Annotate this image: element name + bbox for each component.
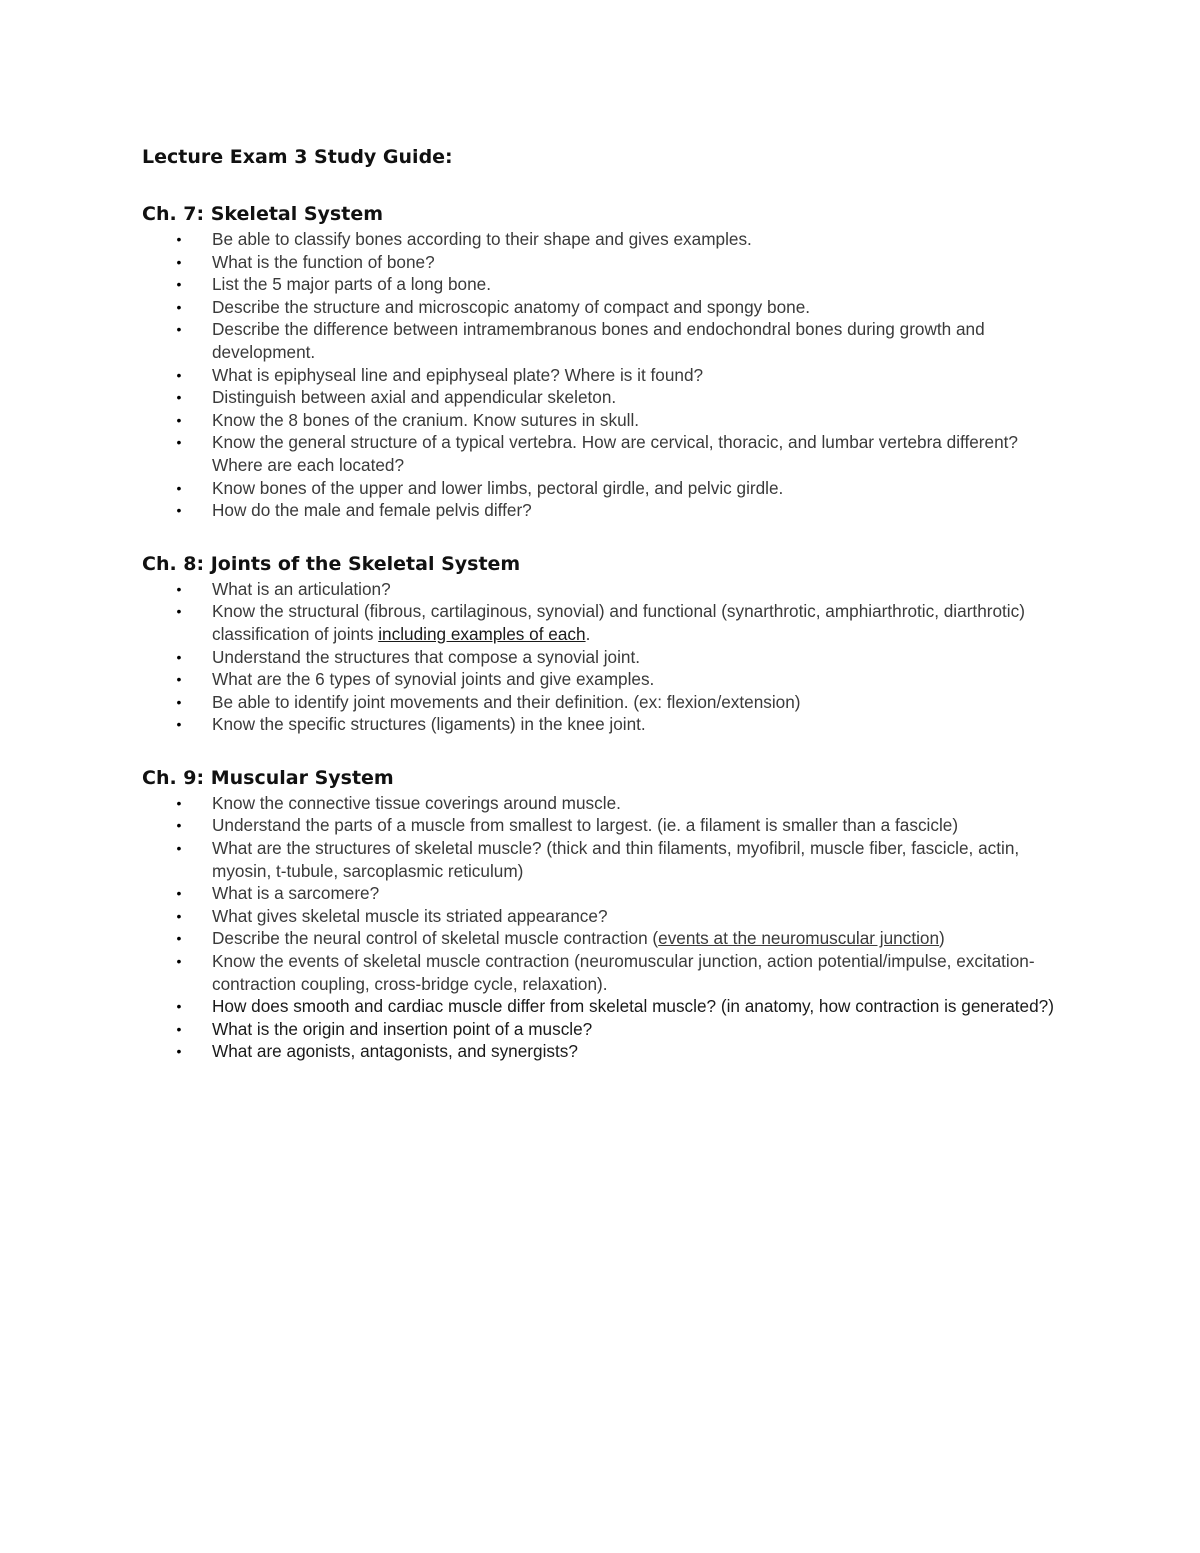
list-item — [142, 905, 1072, 928]
bullet-icon: • — [176, 580, 182, 597]
list-item — [142, 364, 1072, 387]
list-item — [142, 578, 1072, 601]
list-item — [142, 837, 1072, 882]
list-item — [142, 228, 1072, 251]
bullet-icon: • — [176, 953, 182, 970]
list-item-text: Understand the structures that compose a synovial joint. — [212, 646, 641, 667]
section-heading: Ch. 9: Muscular System — [142, 766, 394, 789]
list-item-text: Know the specific structures (ligaments) in the knee joint. — [212, 714, 646, 735]
list-item-text: How do the male and female pelvis differ? — [212, 500, 532, 521]
bullet-icon: • — [176, 716, 182, 733]
list-item — [142, 1018, 1072, 1041]
list-item — [142, 691, 1072, 714]
list-item — [142, 1040, 1072, 1063]
underlined-text: including examples of each — [378, 623, 586, 644]
section-joints — [142, 550, 1072, 736]
bullet-icon: • — [176, 1020, 182, 1037]
list-item — [142, 792, 1072, 815]
list-item-text: Be able to identify joint movements and their definition. (ex: flexion/extension) — [212, 691, 801, 712]
list-item — [142, 713, 1072, 736]
list-item — [142, 296, 1072, 319]
list-item — [142, 814, 1072, 837]
study-guide-page — [142, 143, 1072, 1063]
list-item-text: Describe the difference between intramembranous bones and endochondral bones during growth and development. — [212, 319, 985, 362]
bullet-icon: • — [176, 671, 182, 688]
bullet-icon: • — [176, 840, 182, 857]
list-item-text: How does smooth and cardiac muscle differ from skeletal muscle? (in anatomy, how contraction is generated?) — [212, 996, 1054, 1017]
list-item — [142, 668, 1072, 691]
list-item — [142, 477, 1072, 500]
list-item — [142, 950, 1072, 995]
bullet-icon: • — [176, 907, 182, 924]
list-item — [142, 251, 1072, 274]
document-title: Lecture Exam 3 Study Guide: — [142, 146, 453, 168]
bullet-icon: • — [176, 434, 182, 451]
bullet-icon: • — [176, 885, 182, 902]
list-item — [142, 431, 1072, 476]
list-item — [142, 409, 1072, 432]
list-item-text: Be able to classify bones according to their shape and gives examples. — [212, 229, 752, 249]
list-item-text: Know the structural (fibrous, cartilaginous, synovial) and functional (synarthrotic, amphiarthrotic, diarthrotic) classification of joints — [212, 601, 1025, 644]
bullet-list — [142, 792, 1072, 1063]
bullet-icon: • — [176, 366, 182, 383]
list-item-text: Understand the parts of a muscle from smallest to largest. (ie. a filament is smaller than a fascicle) — [212, 815, 959, 836]
list-item-text: Describe the structure and microscopic anatomy of compact and spongy bone. — [212, 296, 811, 317]
bullet-list — [142, 228, 1072, 522]
bullet-icon: • — [176, 411, 182, 428]
bullet-list — [142, 578, 1072, 736]
bullet-icon: • — [176, 502, 182, 519]
section-heading: Ch. 7: Skeletal System — [142, 203, 384, 225]
list-item — [142, 995, 1072, 1018]
bullet-icon: • — [176, 479, 182, 496]
list-item — [142, 600, 1072, 645]
list-item-text: What is an articulation? — [212, 578, 391, 599]
bullet-icon: • — [176, 231, 182, 247]
bullet-icon: • — [176, 648, 182, 665]
list-item-text: What is the function of bone? — [212, 251, 435, 272]
bullet-icon: • — [176, 253, 182, 270]
list-item-text: What are the 6 types of synovial joints and give examples. — [212, 669, 655, 690]
list-item-text: ) — [939, 928, 945, 949]
list-item-text: List the 5 major parts of a long bone. — [212, 274, 491, 295]
list-item-text: Know the connective tissue coverings around muscle. — [212, 792, 621, 813]
list-item-text: Know the events of skeletal muscle contraction (neuromuscular junction, action potential/impulse, excitation-contraction coupling, cross-bridge cycle, relaxation). — [212, 951, 1035, 994]
list-item — [142, 646, 1072, 669]
list-item-text: What is a sarcomere? — [212, 883, 380, 904]
list-item-text: What gives skeletal muscle its striated appearance? — [212, 905, 608, 926]
bullet-icon: • — [176, 794, 182, 811]
list-item — [142, 882, 1072, 905]
bullet-icon: • — [176, 276, 182, 293]
section-muscular-system — [142, 764, 1072, 1063]
list-item-text: Know the general structure of a typical vertebra. How are cervical, thoracic, and lumbar vertebra different? Where are each located? — [212, 432, 1018, 475]
list-item-text: What is the origin and insertion point of a muscle? — [212, 1018, 593, 1039]
section-heading: Ch. 8: Joints of the Skeletal System — [142, 552, 521, 575]
list-item-text: Describe the neural control of skeletal muscle contraction ( — [212, 928, 659, 949]
list-item-text: Know bones of the upper and lower limbs, pectoral girdle, and pelvic girdle. — [212, 477, 784, 498]
list-item-text: What are agonists, antagonists, and synergists? — [212, 1041, 578, 1062]
list-item-text: Distinguish between axial and appendicular skeleton. — [212, 387, 617, 408]
list-item-text: Know the 8 bones of the cranium. Know sutures in skull. — [212, 409, 640, 430]
list-item — [142, 499, 1072, 522]
bullet-icon: • — [176, 817, 182, 834]
list-item-text: . — [585, 623, 591, 644]
bullet-icon: • — [176, 998, 182, 1015]
bullet-icon: • — [176, 389, 182, 406]
bullet-icon: • — [176, 930, 182, 947]
bullet-icon: • — [176, 603, 182, 620]
bullet-icon: • — [176, 693, 182, 710]
list-item — [142, 927, 1072, 950]
list-item — [142, 318, 1072, 363]
list-item-text: What are the structures of skeletal muscle? (thick and thin filaments, myofibril, muscle fiber, fascicle, actin, myosin, t-tubule, sarcoplasmic reticulum) — [212, 838, 1020, 881]
bullet-icon: • — [176, 298, 182, 315]
bullet-icon: • — [176, 1043, 182, 1060]
list-item-text: What is epiphyseal line and epiphyseal plate? Where is it found? — [212, 364, 704, 385]
list-item — [142, 273, 1072, 296]
underlined-text: events at the neuromuscular junction — [658, 928, 940, 949]
bullet-icon: • — [176, 321, 182, 338]
section-skeletal-system — [142, 200, 1072, 522]
list-item — [142, 386, 1072, 409]
